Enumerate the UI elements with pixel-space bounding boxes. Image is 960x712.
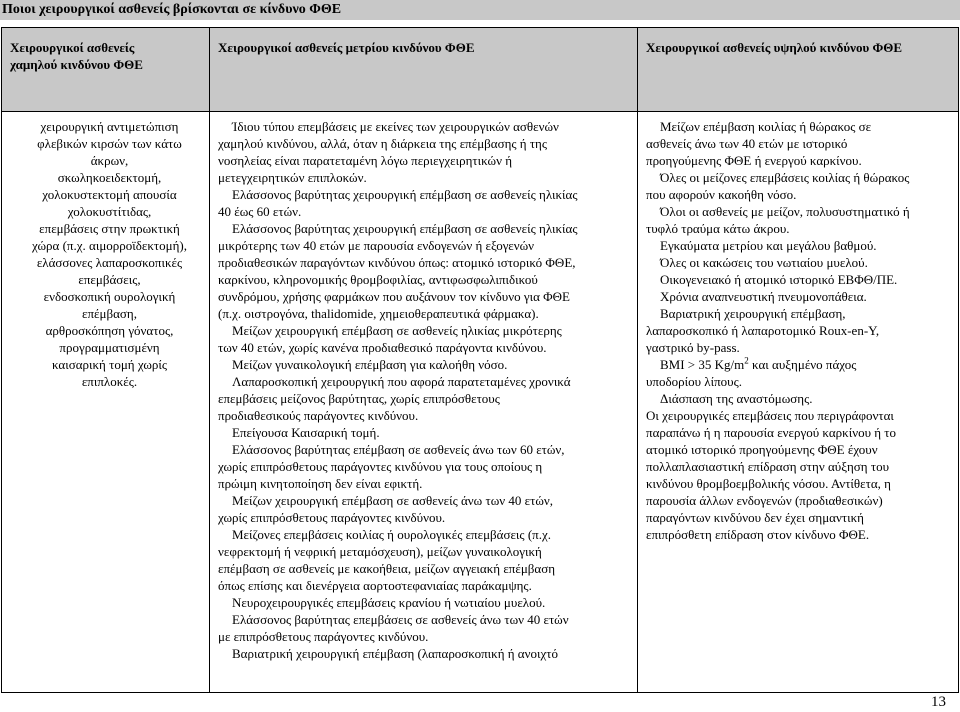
high-risk-line: παρουσία άλλων ενδογενών (προδιαθεσικών) — [646, 493, 883, 508]
moderate-risk-line: πρώιμη κινητοποίηση δεν είναι εφικτή. — [218, 476, 423, 491]
moderate-risk-line: συνδρόμου, χρήσης φαρμάκων που αυξάνουν τον κίνδυνο για ΦΘΕ — [218, 289, 570, 304]
header-low-risk — [2, 28, 210, 112]
low-risk-line: επιπλοκές. — [81, 374, 138, 389]
low-risk-line: χολοκυστίτιδας, — [67, 204, 152, 219]
header-row — [2, 28, 959, 112]
low-risk-line: προγραμματισμένη — [59, 340, 160, 355]
moderate-risk-line: νοσηλείας είναι παρατεταμένη λόγω περιεγχειρητικών ή — [218, 153, 513, 168]
high-risk-line: ασθενείς άνω των 40 ετών με ιστορικό — [646, 136, 848, 151]
high-risk-line: Όλες οι κακώσεις του νωτιαίου μυελού. — [660, 255, 868, 270]
high-risk-line: λαπαροσκοπικό ή λαπαροτομικό Roux-en-Y, — [646, 323, 880, 338]
moderate-risk-line: Νευροχειρουργικές επεμβάσεις κρανίου ή νωτιαίου μυελού. — [232, 595, 546, 610]
moderate-risk-line: Ελάσσονος βαρύτητας χειρουργική επέμβαση σε ασθενείς ηλικίας — [232, 187, 578, 202]
low-risk-line: καισαρική τομή χωρίς — [51, 357, 168, 372]
moderate-risk-line: επέμβαση σε ασθενείς με κακοήθεια, μείζων αγγειακή επέμβαση — [218, 561, 556, 576]
high-risk-line: προηγούμενης ΦΘΕ ή ενεργού καρκίνου. — [646, 153, 862, 168]
low-risk-line: επεμβάσεις στην πρωκτική — [39, 221, 180, 236]
moderate-risk-line: Μείζων χειρουργική επέμβαση σε ασθενείς άνω των 40 ετών, — [232, 493, 554, 508]
high-risk-line: επιπρόσθετη επίδραση στον κίνδυνο ΦΘΕ. — [646, 527, 870, 542]
moderate-risk-line: Ελάσσονος βαρύτητας χειρουργική επέμβαση σε ασθενείς ηλικίας — [232, 221, 578, 236]
moderate-risk-line: χωρίς επιπρόσθετους παράγοντες κινδύνου. — [218, 510, 446, 525]
high-risk-line-text: και αυξημένο πάχος — [748, 357, 857, 372]
moderate-risk-line: επεμβάσεις μείζονος βαρύτητας, χωρίς επιπρόσθετους — [218, 391, 500, 406]
moderate-risk-line: Βαριατρική χειρουργική επέμβαση (λαπαροσκοπική ή ανοιχτό — [232, 646, 558, 661]
header-high-risk — [638, 28, 959, 112]
moderate-risk-line: προδιαθεσικών παραγόντων κινδύνου όπως: ατομικό ιστορικό ΦΘΕ, — [218, 255, 576, 270]
high-risk-line: ατομικό ιστορικό προηγούμενης ΦΘΕ έχουν — [646, 442, 878, 457]
low-risk-line: χειρουργική αντιμετώπιση — [40, 119, 179, 134]
high-risk-line: Διάσπαση της αναστόμωσης. — [660, 391, 813, 406]
high-risk-line-text: BMI > 35 Kg/m — [660, 357, 745, 372]
moderate-risk-line: καρκίνου, κληρονομικής θρομβοφιλίας, αντιφωσφωλιπιδικού — [218, 272, 538, 287]
high-risk-line: τυφλό τραύμα κάτω άκρου. — [646, 221, 790, 236]
high-risk-line: υποδορίου λίπους. — [646, 374, 742, 389]
high-risk-line: Μείζων επέμβαση κοιλίας ή θώρακος σε — [660, 119, 872, 134]
high-risk-line: που αφορούν κακοήθη νόσο. — [646, 187, 797, 202]
moderate-risk-line: Λαπαροσκοπική χειρουργική που αφορά παρατεταμένες χρονικά — [232, 374, 571, 389]
high-risk-line: Εγκαύματα μετρίου και μεγάλου βαθμού. — [660, 238, 877, 253]
moderate-risk-line: Μείζονες επεμβάσεις κοιλίας ή ουρολογικές επεμβάσεις (π.χ. — [232, 527, 551, 542]
moderate-risk-line: χωρίς επιπρόσθετους παράγοντες κινδύνου για τους οποίους η — [218, 459, 543, 474]
high-risk-line: Οικογενειακό ή ατομικό ιστορικό ΕΒΦΘ/ΠΕ. — [660, 272, 898, 287]
moderate-risk-line: με επιπρόσθετους παράγοντες κινδύνου. — [218, 629, 429, 644]
moderate-risk-line: Ελάσσονος βαρύτητας επέμβαση σε ασθενείς άνω των 60 ετών, — [232, 442, 565, 457]
moderate-risk-line: των 40 ετών, χωρίς κανένα προδιαθεσικό παράγοντα κινδύνου. — [218, 340, 547, 355]
low-risk-line: άκρων, — [90, 153, 129, 168]
high-risk-line: παραπάνω ή η παρουσία ενεργού καρκίνου ή το — [646, 425, 897, 440]
high-risk-line: Βαριατρική χειρουργική επέμβαση, — [660, 306, 846, 321]
high-risk-line — [646, 356, 958, 373]
moderate-risk-line: προδιαθεσικούς παράγοντες κινδύνου. — [218, 408, 419, 423]
page-number: 13 — [931, 694, 946, 710]
high-risk-cell — [638, 112, 959, 693]
high-risk-line: γαστρικό by-pass. — [646, 340, 740, 355]
high-risk-line: παραγόντων κινδύνου δεν έχει σημαντική — [646, 510, 864, 525]
moderate-risk-line: Επείγουσα Καισαρική τομή. — [232, 425, 380, 440]
high-risk-line: Οι χειρουργικές επεμβάσεις που περιγράφονται — [646, 408, 894, 423]
low-risk-line: σκωληκοειδεκτομή, — [57, 170, 162, 185]
header-low-risk-line: χαμηλού κινδύνου ΦΘΕ — [10, 57, 143, 72]
high-risk-line: Χρόνια αναπνευστική πνευμονοπάθεια. — [660, 289, 867, 304]
low-risk-line: φλεβικών κιρσών των κάτω — [37, 136, 182, 151]
moderate-risk-line: Ελάσσονος βαρύτητας επεμβάσεις σε ασθενείς άνω των 40 ετών — [232, 612, 569, 627]
moderate-risk-line: μετεγχειρητικών επιπλοκών. — [218, 170, 367, 185]
low-risk-line: χολοκυστεκτομή απουσία — [42, 187, 177, 202]
moderate-risk-line: (π.χ. οιστρογόνα, thalidomide, χημειοθεραπευτικά φάρμακα). — [218, 306, 539, 321]
low-risk-line: επέμβαση, — [82, 306, 137, 321]
moderate-risk-line: νεφρεκτομή ή νεφρική μεταμόσχευση), μείζων γυναικολογική — [218, 544, 542, 559]
moderate-risk-line: Μείζων χειρουργική επέμβαση σε ασθενείς ηλικίας μικρότερης — [232, 323, 562, 338]
low-risk-line: ελάσσονες λαπαροσκοπικές — [36, 255, 183, 270]
low-risk-line: ενδοσκοπική ουρολογική — [43, 289, 176, 304]
moderate-risk-cell — [210, 112, 638, 693]
header-low-risk-line: Χειρουργικοί ασθενείς — [10, 40, 135, 55]
header-high-risk-line: Χειρουργικοί ασθενείς υψηλού κινδύνου ΦΘΕ — [646, 40, 903, 55]
header-moderate-risk-line: Χειρουργικοί ασθενείς μετρίου κινδύνου ΦΘΕ — [218, 40, 475, 55]
high-risk-line: Όλοι οι ασθενείς με μείζον, πολυσυστηματικό ή — [660, 204, 910, 219]
low-risk-line: αρθροσκόπηση γόνατος, — [45, 323, 174, 338]
low-risk-line: επεμβάσεις, — [78, 272, 141, 287]
header-moderate-risk — [210, 28, 638, 112]
moderate-risk-line: όπως επίσης και διενέργεια αορτοστεφανιαίας παράκαμψης. — [218, 578, 532, 593]
risk-table — [1, 27, 959, 693]
moderate-risk-line: Ίδιου τύπου επεμβάσεις με εκείνες των χειρουργικών ασθενών — [232, 119, 559, 134]
moderate-risk-line: χαμηλού κινδύνου, αλλά, όταν η διάρκεια της επέμβασης ή της — [218, 136, 548, 151]
content-row — [2, 112, 959, 693]
high-risk-line-superscript: 2 — [744, 355, 749, 366]
page-title: Ποιοι χειρουργικοί ασθενείς βρίσκονται σε κίνδυνο ΦΘΕ — [0, 0, 960, 20]
high-risk-line: κινδύνου θρομβοεμβολικής νόσου. Αντίθετα, η — [646, 476, 891, 491]
low-risk-line: χώρα (π.χ. αιμορροϊδεκτομή), — [32, 238, 187, 253]
low-risk-cell — [2, 112, 210, 693]
high-risk-line: πολλαπλασιαστική επίδραση στην αύξηση του — [646, 459, 890, 474]
moderate-risk-line: Μείζων γυναικολογική επέμβαση για καλοήθη νόσο. — [232, 357, 508, 372]
high-risk-line: Όλες οι μείζονες επεμβάσεις κοιλίας ή θώρακος — [660, 170, 910, 185]
moderate-risk-line: 40 έως 60 ετών. — [218, 204, 302, 219]
moderate-risk-line: μικρότερης των 40 ετών με παρουσία ενδογενών ή εξογενών — [218, 238, 535, 253]
